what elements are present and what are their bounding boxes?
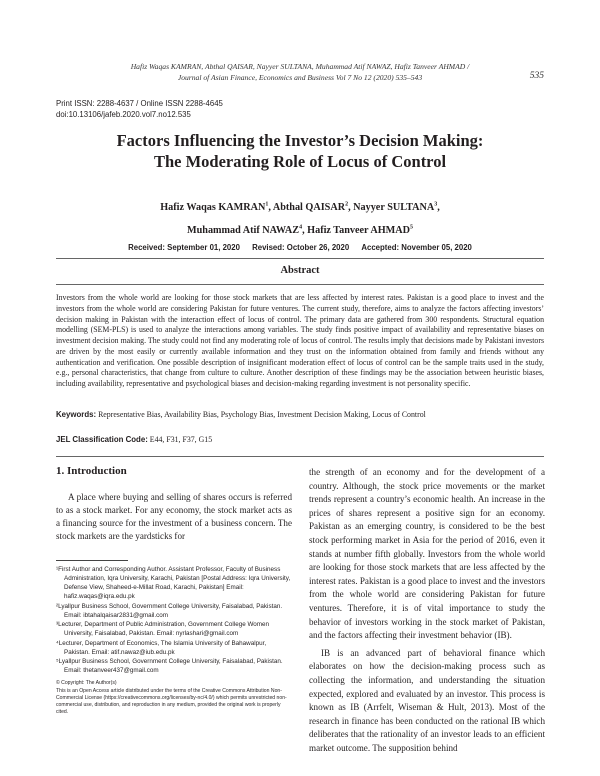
- author-name: Nayyer SULTANA: [353, 202, 435, 213]
- author-name: Muhammad Atif NAWAZ: [187, 225, 300, 236]
- footnotes: [56, 565, 292, 676]
- copyright-notice: [56, 680, 292, 716]
- title-line-1: Factors Influencing the Investor’s Decision Making:: [116, 131, 484, 150]
- author-name: Abthal QAISAR: [272, 202, 346, 213]
- author-affiliation-mark: 2: [345, 201, 349, 208]
- license-text: This is an Open Access article distributed under the terms of the Creative Commons Attribution Non-Commercial License (https://creativecommons.org/licenses/by-nc/4.0/) which permits unrestricted non-commercial use, distribution, and reproduction in any medium, provided the original work is properly cited.: [56, 688, 287, 716]
- keywords: [56, 409, 544, 420]
- author-name: Hafiz Waqas KAMRAN: [160, 202, 266, 213]
- issn-block: [56, 98, 223, 120]
- footnote-divider: [56, 560, 128, 561]
- footnote-4: ⁴Lecturer, Department of Economics, The Islamia University of Bahawalpur, Pakistan. Email: atif.nawaz@iub.edu.pk: [56, 639, 267, 656]
- jel-label: JEL Classification Code:: [56, 435, 148, 444]
- divider-top: [56, 258, 544, 259]
- footnote-2: ²Lyallpur Business School, Government College University, Faisalabad, Pakistan. Email: ibtahalqaisar2831@gmail.com: [56, 602, 283, 619]
- running-head: [80, 61, 520, 83]
- author-affiliation-mark: 3: [434, 201, 438, 208]
- footnote-3: ³Lecturer, Department of Public Administration, Government College Women University, Faisalabad, Pakistan. Email: nyrlashari@gmail.com: [56, 621, 270, 637]
- divider-bottom: [56, 456, 544, 457]
- section-heading-introduction: 1. Introduction: [56, 465, 127, 477]
- received-date: Received: September 01, 2020: [128, 243, 240, 252]
- intro-paragraph-1: A place where buying and selling of shares occurs is referred to as a stock market. For any economy, the stock market acts as a financing source for the investment of a business concern. The stock markets are the yardsticks for: [56, 492, 292, 541]
- right-column: [309, 466, 545, 755]
- abstract-text: Investors from the whole world are looking for those stock markets that are less affected by interest rates. Pakistan is a good place to invest and the investors from the whole world are considering Pakistan for future ventures. The current study, therefore, aims to analyze the factors affecting investors’ decision making in Pakistan with the interaction effect of locus of control. The primary data are gathered from 300 respondents. Structural equation modelling (SEM-PLS) is used to analyze the interactions among variables. The study finds positive impact of availability and representative biases on investment decision making. The study could not find any moderating role of locus of control. The results imply that decisions made by Pakistani investors are driven by the most easily or currently available information and they trust on the information obtained from family and friends without any authentication and verification. One possible description of insignificant moderation effect of locus of control can be the sample traits used in the study, e.g., personal characteristics, that change from culture to culture. Another description of these findings may be the association between heuristic biases, including availability, representative and psychological biases and decision-making regarding investment is not personality specific.: [56, 293, 544, 388]
- intro-paragraph-continued: the strength of an economy and for the development of a country. Although, the stock price movements or the market trends represent a country’s economic health. An increase in the prices of shares represent a positive sign for an economy. Pakistan as an emerging country, is considered to be the best stock performing market in Asia for the period of 2016, even it stands at number fifth globally. Investors from the whole world are looking for those stock markets that are less affected by the interest rates. Pakistan is a good place to invest and the investors from the whole world are considering Pakistan for future ventures. Therefore, it is of vital importance to study the behavior of investors working in the stock market of Pakistan, and the factors affecting their investment behavior (IB).: [309, 467, 545, 641]
- jel-codes: E44, F31, F37, G15: [147, 435, 213, 444]
- running-head-journal: Journal of Asian Finance, Economics and Business Vol 7 No 12 (2020) 535–543: [177, 73, 423, 82]
- jel-classification: [56, 434, 544, 445]
- revised-date: Revised: October 26, 2020: [252, 243, 350, 252]
- copyright-line: © Copyright: The Author(s): [56, 680, 117, 686]
- divider-abstract: [56, 284, 544, 285]
- abstract-heading: Abstract: [280, 265, 320, 276]
- author-affiliation-mark: 5: [410, 224, 413, 231]
- page-number: 535: [529, 71, 544, 81]
- issn-line: Print ISSN: 2288-4637 / Online ISSN 2288-4645: [56, 99, 223, 108]
- article-title: [40, 130, 560, 172]
- left-column: [56, 491, 292, 543]
- author-line-2: Muhammad Atif NAWAZ$^4$, Hafiz Tanveer AHMAD$^5$: [187, 224, 413, 236]
- author-name: Hafiz Tanveer AHMAD: [307, 225, 410, 236]
- author-affiliation-mark: 4: [299, 224, 303, 231]
- keywords-text: Representative Bias, Availability Bias, Psychology Bias, Investment Decision Making, Locus of Control: [96, 410, 426, 419]
- author-line-1: Hafiz Waqas KAMRAN$^1$, Abthal QAISAR$^2$, Nayyer SULTANA$^3$,: [160, 201, 440, 213]
- submission-dates: [40, 243, 560, 252]
- footnote-1: ¹First Author and Corresponding Author. Assistant Professor, Faculty of Business Administration, Iqra University, Karachi, Pakistan [Postal Address: Iqra University, Defense View, Shaheed-e-Millat Road, Karachi, Pakistan] Email: hafiz.waqas@iqra.edu.pk: [56, 566, 291, 600]
- running-head-authors: Hafiz Waqas KAMRAN, Abthal QAISAR, Nayyer SULTANA, Muhammad Atif NAWAZ, Hafiz Tanveer AHMAD /: [130, 62, 470, 71]
- author-affiliation-mark: 1: [265, 201, 269, 208]
- intro-paragraph-2: IB is an advanced part of behavioral finance which elaborates on how the decision-making process such as collecting the information, and understanding the situation expected, explored and evaluated by an investor. This process is known as IB (Arrfelt, Wiseman & Hult, 2013). Most of the research in finance has been conducted on the rational IB which deliberates that the rationality of an investor leads to an efficient market outcome. The supposition behind: [309, 647, 545, 753]
- footnote-5: ⁵Lyallpur Business School, Government College University, Faisalabad, Pakistan. Email: thetanveer437@gmail.com: [56, 658, 283, 674]
- title-line-2: The Moderating Role of Locus of Control: [153, 152, 447, 171]
- doi-line: doi:10.13106/jafeb.2020.vol7.no12.535: [56, 110, 191, 119]
- author-list: [40, 196, 560, 242]
- accepted-date: Accepted: November 05, 2020: [361, 243, 472, 252]
- keywords-label: Keywords:: [56, 410, 97, 419]
